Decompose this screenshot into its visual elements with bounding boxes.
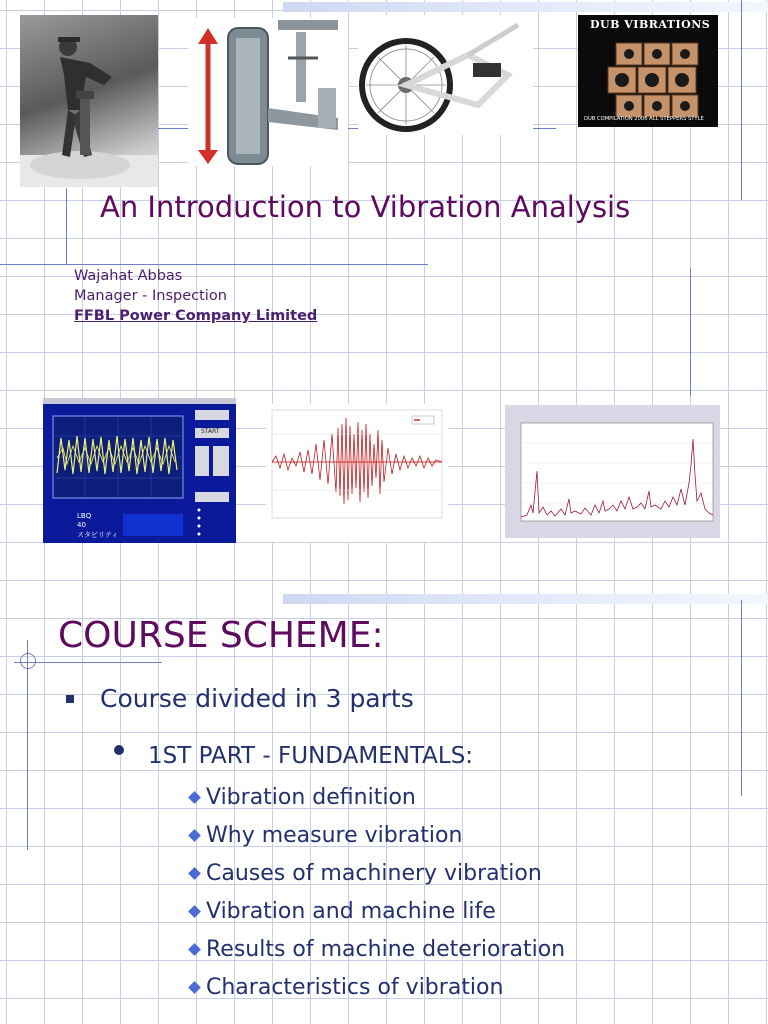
topic-item [190,975,503,1000]
topic-text: Vibration and machine life [206,899,496,924]
accent-line [690,268,691,396]
accent-line [66,188,67,264]
time-waveform-plot [266,404,448,542]
topic-item [190,861,542,886]
bullet-level-2 [114,743,473,769]
topic-text: Vibration definition [206,785,416,810]
author-role: Manager - Inspection [74,288,227,304]
frequency-spectrum-plot [505,405,720,538]
accent-line [0,264,428,265]
bullet-level-1 [66,684,414,713]
author-company-link[interactable]: FFBL Power Company Limited [74,308,318,324]
topic-item [190,937,565,962]
topic-item [190,785,416,810]
topic-text: Characteristics of vibration [206,975,504,1000]
section-title: COURSE SCHEME: [58,615,384,656]
accent-line [741,600,742,796]
square-bullet-icon [66,695,74,703]
mountain-bike-photo [358,15,533,135]
topic-item [190,823,462,848]
top-band [283,2,768,12]
diamond-bullet-icon [188,791,201,804]
scope-label-3: スタビリティ [77,531,119,539]
accent-line [27,640,28,850]
circle-marker [20,653,36,669]
scope-label-1: LBQ [77,512,92,520]
oscilloscope-software-screenshot [43,398,236,543]
accent-line [14,662,162,663]
accent-line [741,0,742,200]
dub-vibrations-album-cover [578,15,718,127]
topic-text: Results of machine deterioration [206,937,566,962]
car-suspension-photo [188,18,348,166]
diamond-bullet-icon [188,905,201,918]
page-title: An Introduction to Vibration Analysis [100,190,631,224]
bullet-text: Course divided in 3 parts [100,684,414,713]
album-subtitle: DUB COMPILATION 2006 ALL STEPPERS STYLE [584,116,704,122]
diamond-bullet-icon [188,867,201,880]
topic-text: Causes of machinery vibration [206,861,542,886]
diamond-bullet-icon [188,829,201,842]
diamond-bullet-icon [188,943,201,956]
scope-label-2: 40 [77,521,86,529]
mid-band [283,594,768,604]
round-bullet-icon [114,745,124,755]
diamond-bullet-icon [188,981,201,994]
topic-item [190,899,496,924]
part-text: 1ST PART - FUNDAMENTALS: [148,743,474,769]
album-title: DUB VIBRATIONS [590,18,711,31]
topic-text: Why measure vibration [206,823,463,848]
author-name: Wajahat Abbas [74,268,183,284]
start-button-label: START [201,428,220,435]
jackhammer-worker-photo [20,15,158,187]
